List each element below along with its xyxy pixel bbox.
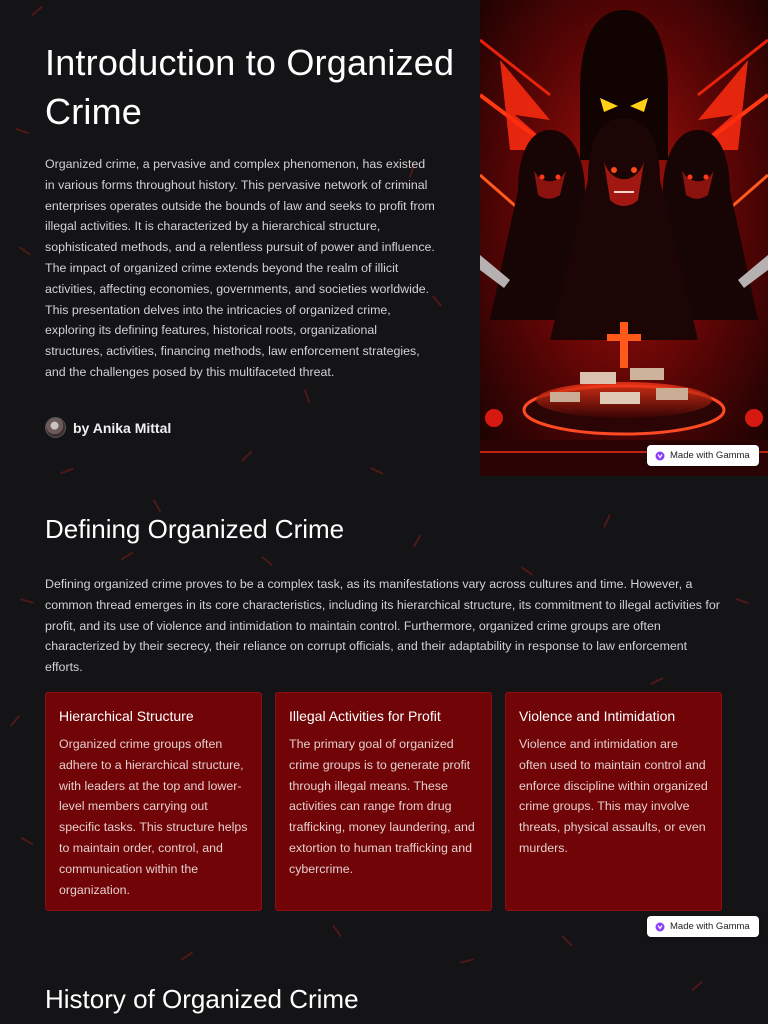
card-title: Violence and Intimidation [519, 708, 676, 724]
card-text: Violence and intimidation are often used to maintain control and enforce discipline within organized crime groups. This may involve threats, physical assaults, or even murders. [519, 737, 708, 855]
gamma-logo-icon [655, 451, 665, 461]
author-byline [45, 417, 171, 438]
card-text: The primary goal of organized crime groups is to generate profit through illegal means. These activities can range from drug trafficking, money laundering, and extortion to human trafficking and cybercrime. [289, 737, 475, 876]
defining-body: Defining organized crime proves to be a complex task, as its manifestations vary across cultures and time. However, a common thread emerges in its core characteristics, including its hierarchical structure, its commitment to illegal activities for profit, and its use of violence and intimidation to maintain control. Furthermore, organized crime groups are often characterized by their secrecy, their reliance on corrupt officials, and their adaptability in response to law enforcement efforts. [45, 577, 720, 675]
history-title: History of Organized Crime [45, 984, 359, 1014]
avatar [45, 417, 66, 438]
card-hierarchical-structure [45, 692, 262, 911]
card-title: Illegal Activities for Profit [289, 708, 441, 724]
made-with-gamma-badge[interactable] [647, 916, 759, 937]
characteristics-cards [45, 692, 722, 911]
card-violence-intimidation [505, 692, 722, 911]
gamma-logo-icon [655, 922, 665, 932]
badge-label: Made with Gamma [670, 921, 750, 932]
author-name: by Anika Mittal [73, 419, 172, 436]
hero-body: Organized crime, a pervasive and complex phenomenon, has existed in various forms throughout history. This pervasive network of criminal enterprises operates outside the bounds of law and seeks to profit from illegal activities. It is characterized by a hierarchical structure, sophisticated methods, and a relentless pursuit of power and influence. The impact of organized crime extends beyond the realm of illicit activities, affecting economies, governments, and societies worldwide. This presentation delves into the intricacies of organized crime, exploring its defining features, historical roots, organizational structures, activities, financing methods, law enforcement strategies, and the challenges posed by this multifaceted threat. [45, 157, 435, 379]
hero-illustration [480, 0, 768, 476]
card-illegal-activities [275, 692, 492, 911]
hero-title: Introduction to Organized Crime [45, 42, 455, 132]
hooded-figures-illustration [480, 0, 768, 476]
made-with-gamma-badge[interactable] [647, 445, 759, 466]
defining-title: Defining Organized Crime [45, 514, 345, 544]
card-text: Organized crime groups often adhere to a hierarchical structure, with leaders at the top and lower-level members carrying out specific tasks. This structure helps to maintain order, control, and communication within the organization. [59, 737, 248, 897]
badge-label: Made with Gamma [670, 450, 750, 461]
card-title: Hierarchical Structure [59, 708, 194, 724]
